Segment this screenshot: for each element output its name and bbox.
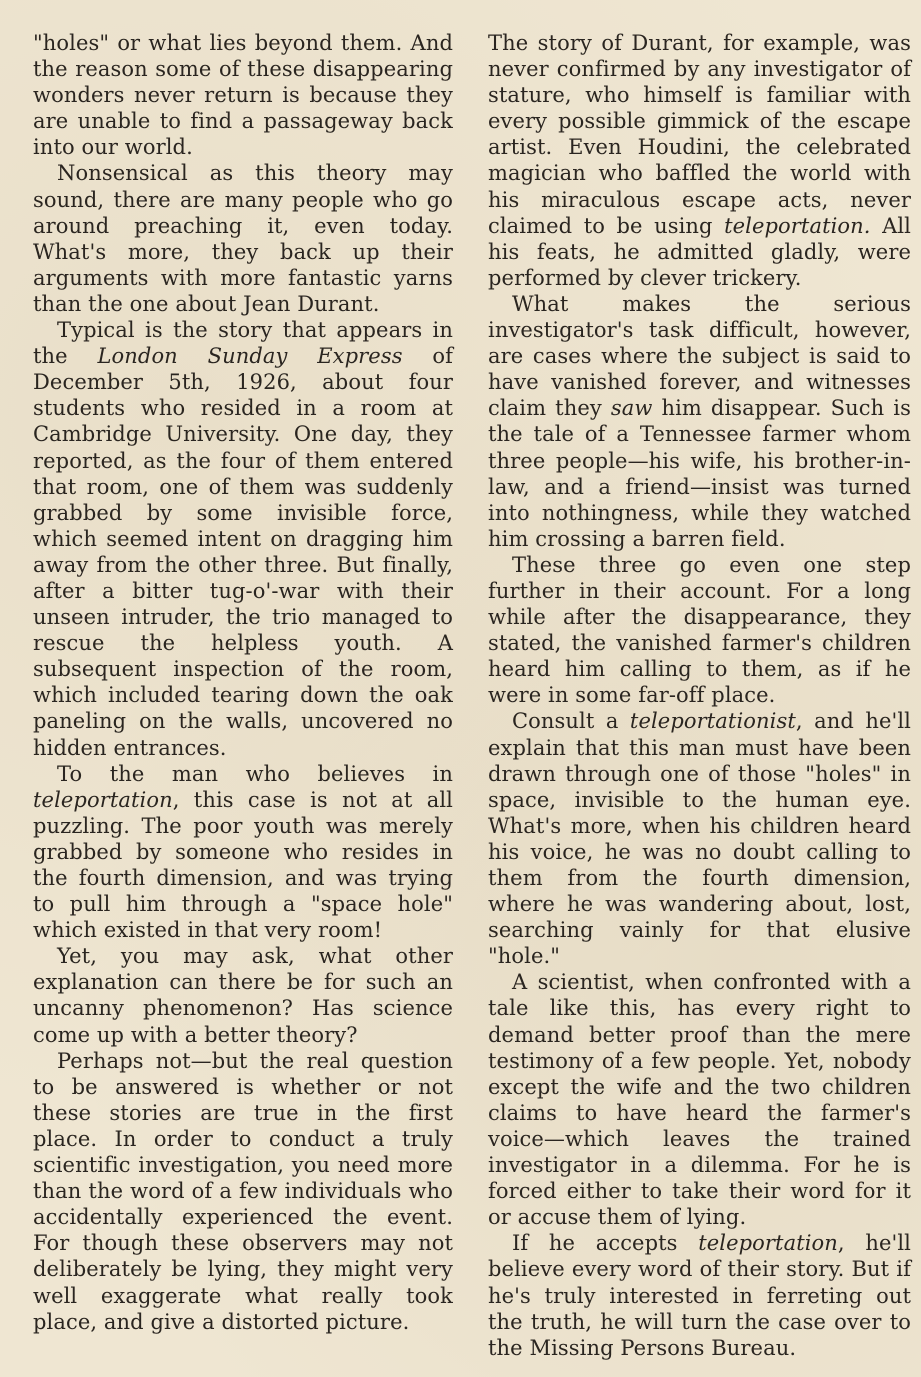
paragraph [488,552,911,709]
paragraph [488,30,911,291]
italic-text: teleportation [698,1231,838,1256]
text-run: All his feats, he admitted gladly, were performed by clever trickery. [488,213,911,290]
paragraph [33,943,453,1047]
right-column [488,30,911,1361]
text-run: Consult a [512,709,630,734]
text-run: If he accepts [512,1231,699,1256]
text-run: , he'll believe every word of their story. But if he's truly interested in ferreting out the truth, he will turn the case over to the Missing Persons Bureau. [488,1231,912,1360]
paragraph [33,160,453,317]
text-run: , this case is not at all puzzling. The poor youth was merely grabbed by someone who resides in the fourth dimension, and was trying to pull him through a "space hole" which existed in that very room! [33,787,453,943]
text-run: A scientist, when confronted with a tale like this, has every right to demand better proof than the mere testimony of a few people. Yet, nobody except the wife and the two children claims to have heard the farmer's voice—which leaves the trained investigator in a dilemma. For he is forced either to take their word for it or accuse them of lying. [488,970,911,1230]
text-run: These three go even one step further in their account. For a long while after the disappearance, they stated, the vanished farmer's children heard him calling to them, as if he were in some far-off place. [488,552,911,708]
italic-text: teleportation [33,787,173,812]
paragraph [33,317,453,761]
paragraph [488,708,911,969]
text-run: , and he'll explain that this man must have been drawn through one of those "holes" in space, invisible to the human eye. What's more, when his children heard his voice, he was no doubt calling to them from the fourth dimension, where he was wandering about, lost, searching vainly for that elusive "hole." [488,709,911,969]
italic-text: saw [610,396,653,421]
text-run: of December 5th, 1926, about four students who resided in a room at Cambridge University. One day, they reported, as the four of them entered that room, one of them was suddenly grabbed by some invisible force, which seemed intent on dragging him away from the other three. But finally, after a bitter tug-o'-war with their unseen intruder, the trio managed to rescue the helpless youth. A subsequent inspection of the room, which included tearing down the oak paneling on the walls, uncovered no hidden entrances. [33,344,453,760]
text-run: What makes the serious investigator's task difficult, however, are cases where the subject is said to have vanished forever, and witnesses claim they [488,291,911,421]
paragraph [488,1230,911,1360]
paragraph [33,1048,453,1335]
italic-text: London Sunday Express [97,344,403,369]
text-run: Typical is the story that appears in the [33,318,453,369]
italic-text: teleportation. [724,213,871,238]
text-run: Perhaps not—but the real question to be answered is whether or not these stories are true in the first place. In order to conduct a truly scientific investigation, you need more than the word of a few individuals who accidentally experienced the event. For though these observers may not deliberately be lying, they might very well exaggerate what really took place, and give a distorted picture. [33,1048,453,1334]
text-run: Nonsensical as this theory may sound, there are many people who go around preaching it, even today. What's more, they back up their arguments with more fantastic yarns than the one about Jean Durant. [33,161,453,316]
text-run: him disappear. Such is the tale of a Tennessee farmer whom three people—his wife, his brother-in-law, and a friend—insist was turned into nothingness, while they watched him crossing a barren field. [488,396,911,551]
italic-text: teleportationist [629,709,796,734]
paragraph [33,30,453,160]
left-column [33,30,453,1335]
paragraph [488,969,911,1230]
text-run: "holes" or what lies beyond them. And the reason some of these disappearing wonders never return is because they are unable to find a passageway back into our world. [33,31,453,160]
text-run: The story of Durant, for example, was never confirmed by any investigator of stature, who himself is familiar with every possible gimmick of the escape artist. Even Houdini, the celebrated magician who baffled the world with his miraculous escape acts, never claimed to be using [488,31,911,238]
text-run: Yet, you may ask, what other explanation can there be for such an uncanny phenomenon? Has science come up with a better theory? [33,944,453,1047]
text-run: To the man who believes in [57,761,453,786]
paragraph [33,761,453,944]
paragraph [488,291,911,552]
